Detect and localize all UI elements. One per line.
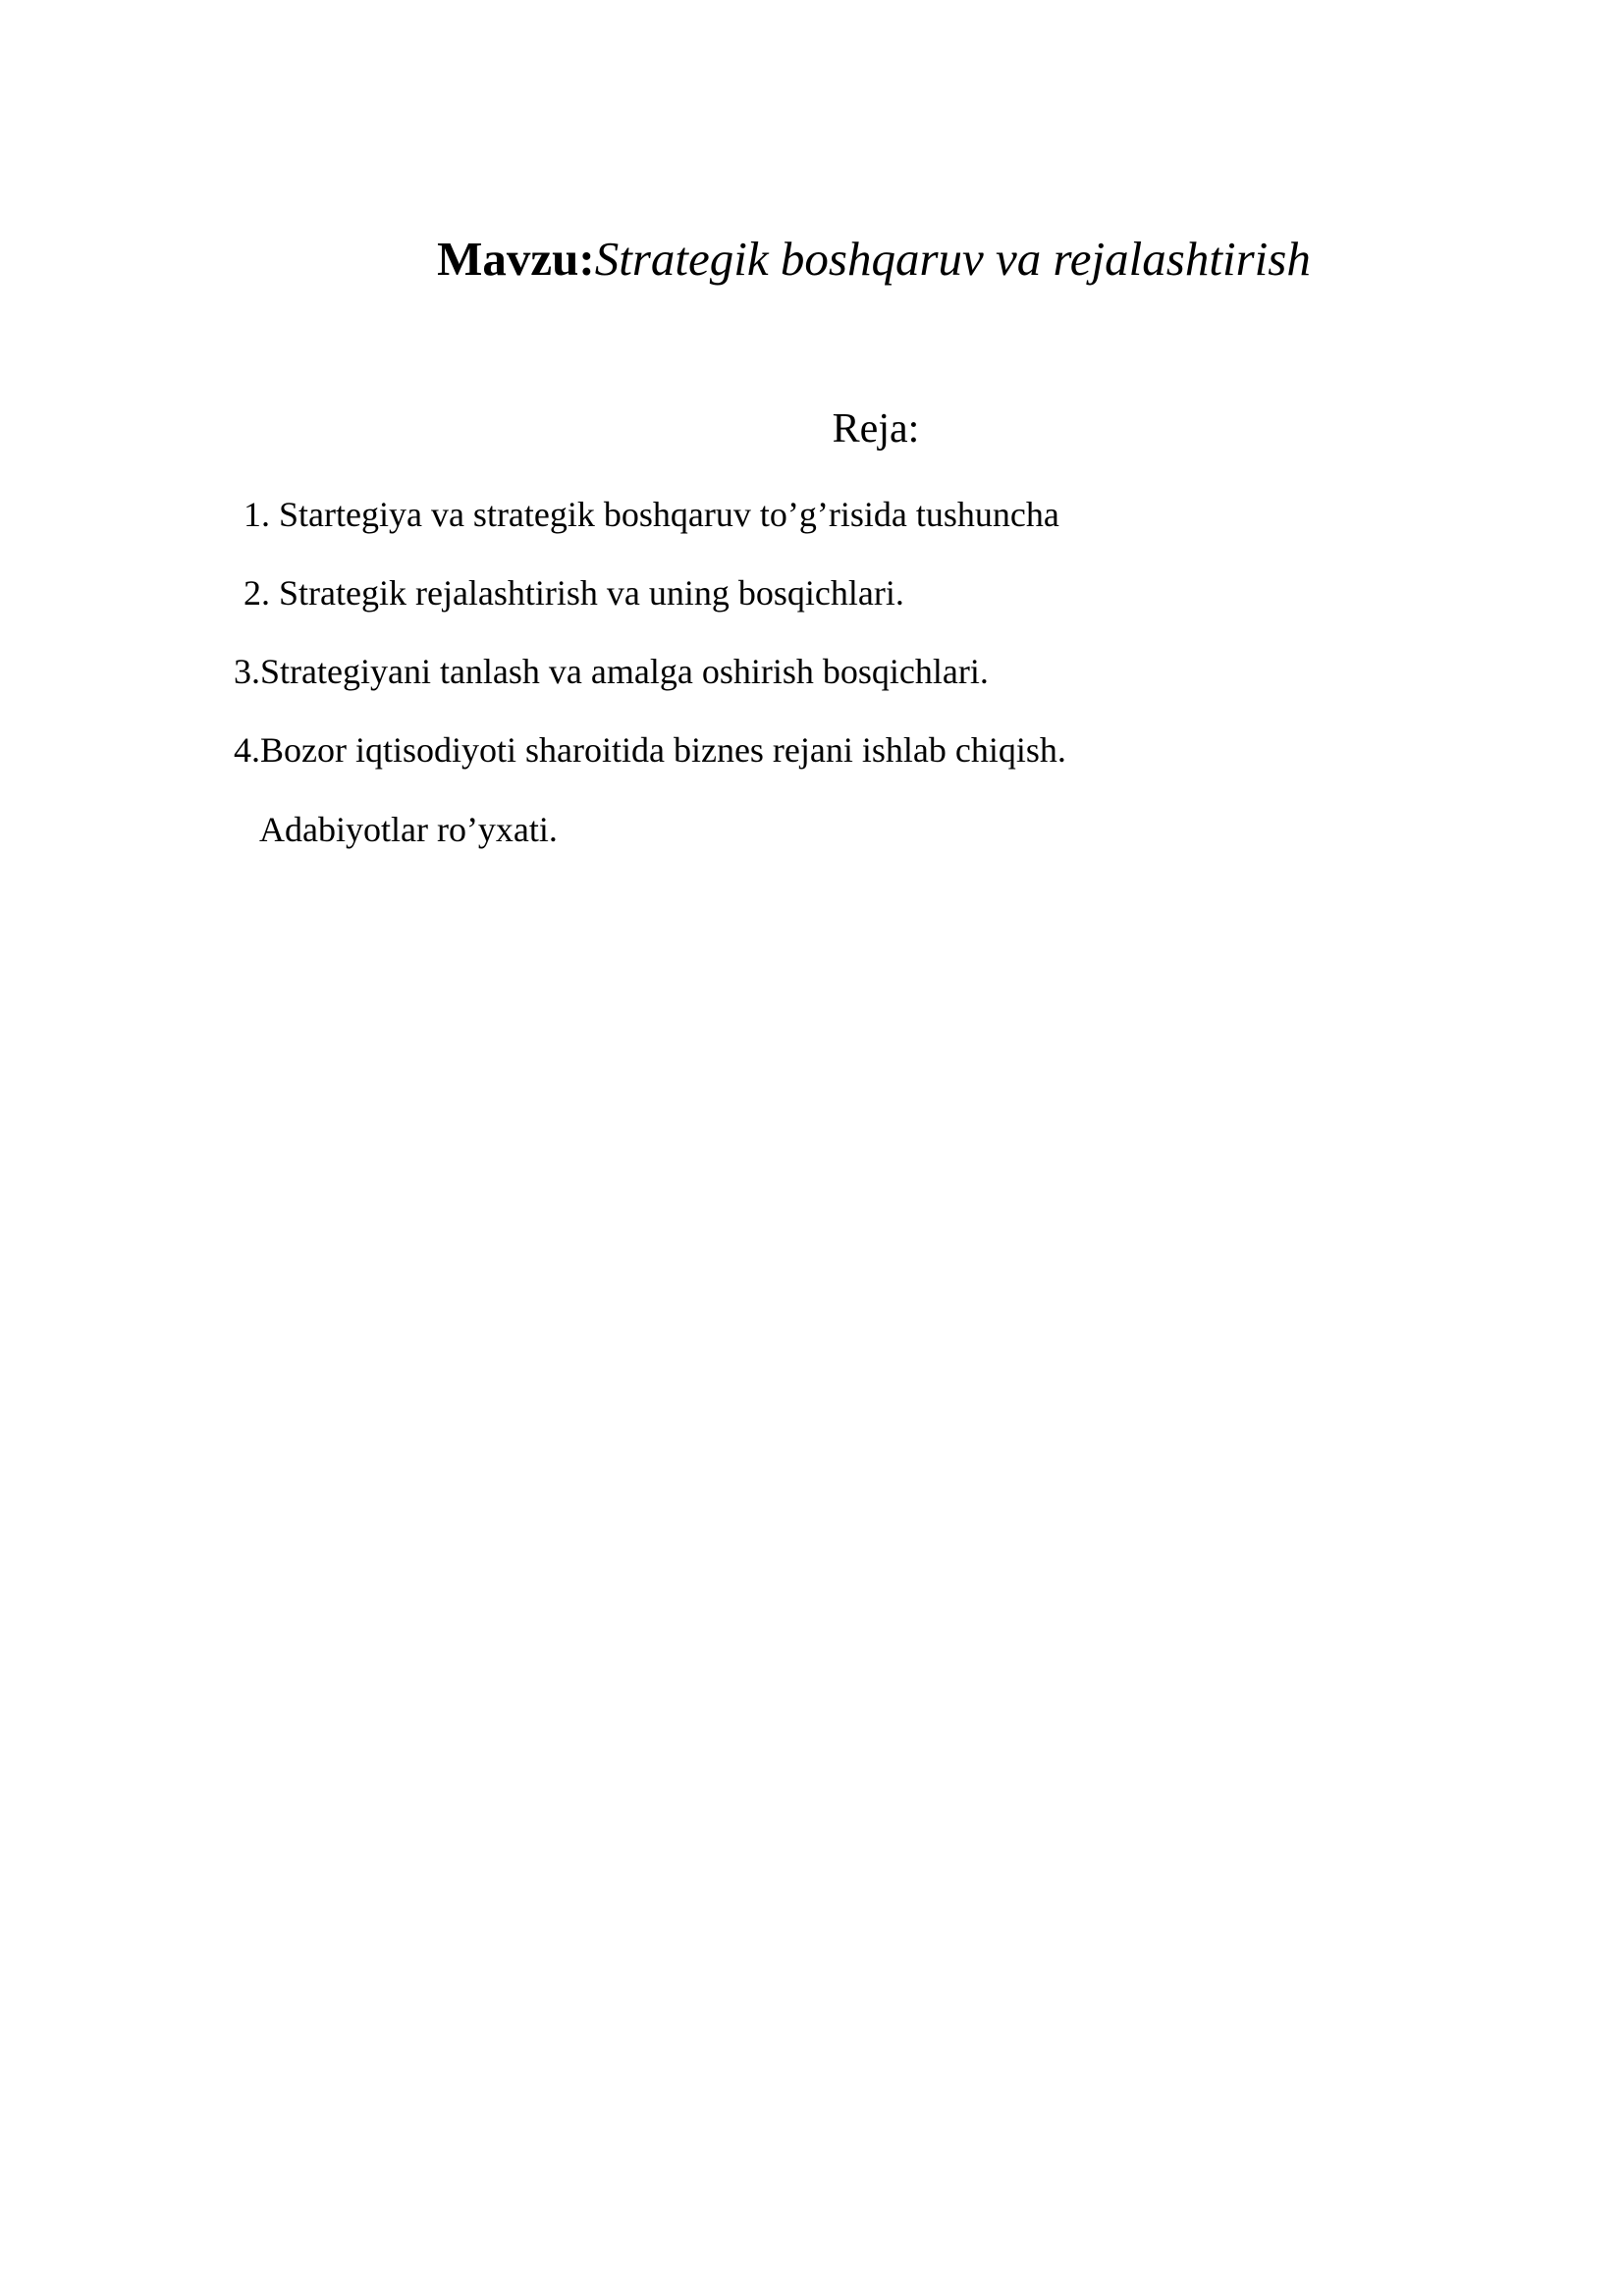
plan-item-3: 3.Strategiyani tanlash va amalga oshirish bosqichlari. <box>234 652 989 691</box>
references-item: Adabiyotlar ro’yxati. <box>259 810 558 849</box>
title-topic: Strategik boshqaruv va rejalashtirish <box>594 232 1311 286</box>
page-title <box>0 232 1624 287</box>
plan-item-2: 2. Strategik rejalashtirish va uning bosqichlari. <box>244 573 904 613</box>
plan-heading: Reja: <box>832 406 920 452</box>
plan-item-4: 4.Bozor iqtisodiyoti sharoitida biznes rejani ishlab chiqish. <box>234 730 1066 770</box>
title-label: Mavzu: <box>437 232 595 286</box>
plan-item-1: 1. Startegiya va strategik boshqaruv to’g’risida tushuncha <box>244 495 1059 534</box>
